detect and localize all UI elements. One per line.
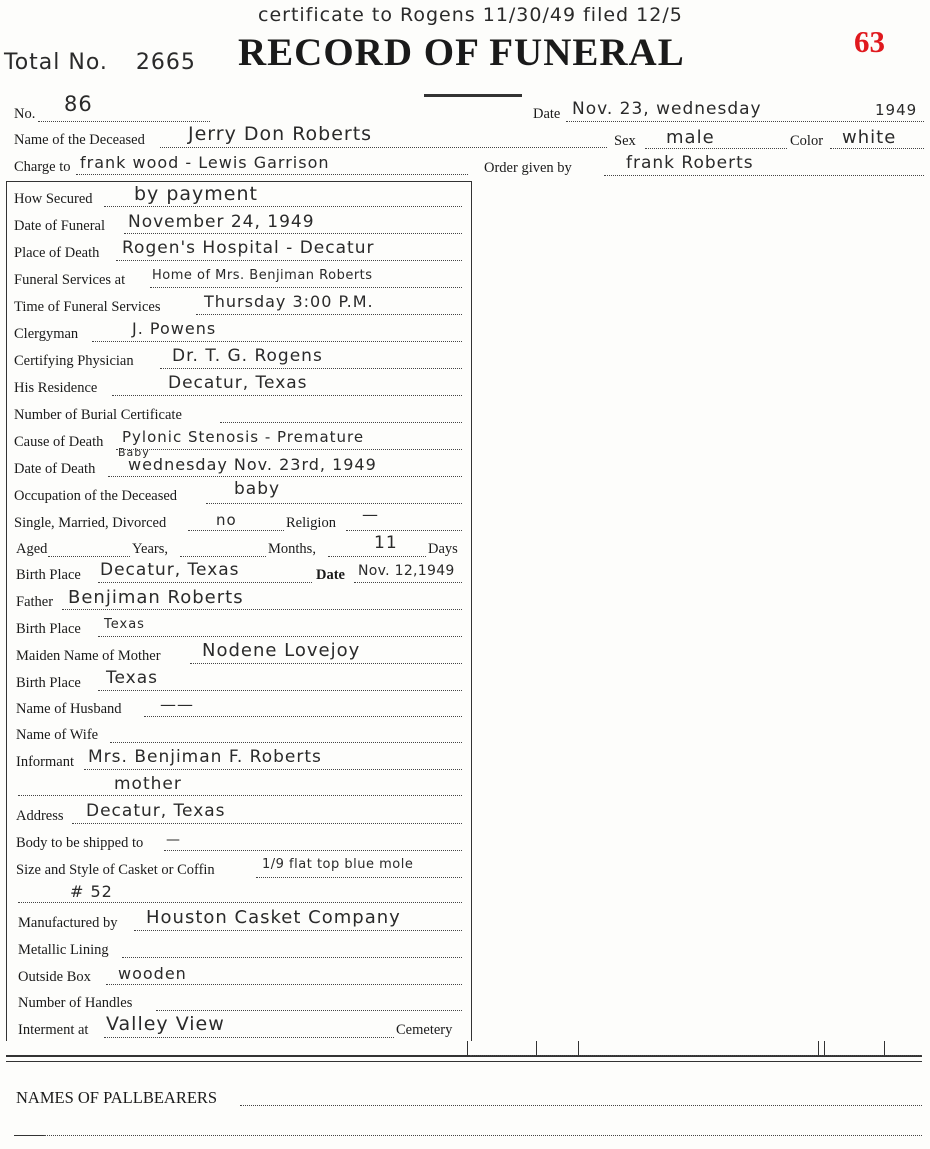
months-line <box>328 556 426 557</box>
clergyman-value: J. Powens <box>132 319 217 338</box>
ledger-line <box>470 1055 922 1056</box>
casket-value-2: # 52 <box>70 882 113 901</box>
years-line <box>180 556 266 557</box>
mother-line <box>190 663 462 664</box>
interment-value: Valley View <box>106 1013 225 1035</box>
lining-label: Metallic Lining <box>18 942 109 958</box>
days-label: Days <box>428 541 458 557</box>
father-birth-value: Texas <box>104 617 145 632</box>
clergyman-label: Clergyman <box>14 326 79 342</box>
date-value: Nov. 23, wednesday <box>572 99 762 119</box>
mother-birth-value: Texas <box>106 668 158 688</box>
charge-line <box>76 174 468 175</box>
aged-line <box>48 556 130 557</box>
father-birth-line <box>98 636 462 637</box>
charge-label: Charge to <box>14 159 71 175</box>
ledger-tick-6 <box>884 1041 885 1055</box>
bottom-rule-2 <box>6 1061 922 1062</box>
informant-line-2 <box>18 795 462 796</box>
days-value: 11 <box>374 533 398 553</box>
pallbearers-line <box>240 1105 922 1106</box>
cause-note: Baby <box>118 446 150 459</box>
title-underline <box>424 94 522 97</box>
mother-birth-label: Birth Place <box>16 675 81 691</box>
no-label: No. <box>14 106 36 122</box>
date-funeral-line <box>124 233 462 234</box>
occupation-label: Occupation of the Deceased <box>14 488 178 504</box>
residence-value: Decatur, Texas <box>168 373 308 393</box>
cause-value: Pylonic Stenosis - Premature <box>122 428 365 446</box>
no-line <box>38 121 210 122</box>
sex-label: Sex <box>614 133 636 149</box>
physician-line <box>160 368 462 369</box>
color-label: Color <box>790 133 824 149</box>
birth-place-line <box>98 582 312 583</box>
time-services-line <box>196 314 462 315</box>
informant-value: Mrs. Benjiman F. Roberts <box>88 747 322 767</box>
sex-line <box>645 148 787 149</box>
outside-box-label: Outside Box <box>18 969 91 985</box>
mother-birth-line <box>98 690 462 691</box>
outside-box-value: wooden <box>118 964 187 983</box>
total-value: 2665 <box>135 50 196 75</box>
manufacturer-label: Manufactured by <box>18 915 118 931</box>
casket-value: 1/9 flat top blue mole <box>262 857 414 872</box>
year-value: 1949 <box>875 101 918 119</box>
cause-label: Cause of Death <box>14 434 104 450</box>
cause-line <box>116 449 462 450</box>
husband-value: —— <box>160 695 194 714</box>
marital-label: Single, Married, Divorced <box>14 515 167 531</box>
total-number <box>4 50 196 75</box>
physician-label: Certifying Physician <box>14 353 134 369</box>
marital-line <box>188 530 284 531</box>
deceased-line <box>160 147 607 148</box>
outside-box-line <box>106 984 462 985</box>
religion-line <box>346 530 462 531</box>
interment-label: Interment at <box>18 1022 89 1038</box>
occupation-value: baby <box>234 479 281 499</box>
handles-line <box>156 1010 462 1011</box>
father-line <box>62 609 462 610</box>
sex-value: male <box>666 127 715 148</box>
mother-label: Maiden Name of Mother <box>16 648 161 664</box>
date-line <box>566 121 924 122</box>
date-death-value: wednesday Nov. 23rd, 1949 <box>128 455 377 474</box>
certificate-note: certificate to Rogens 11/30/49 filed 12/5 <box>258 4 683 26</box>
aged-label: Aged <box>16 541 48 557</box>
date-born-value: Nov. 12,1949 <box>358 563 455 579</box>
box-right-border <box>471 181 472 1041</box>
casket-line <box>256 877 462 878</box>
father-value: Benjiman Roberts <box>68 587 244 608</box>
informant-label: Informant <box>16 754 74 770</box>
marital-value: no <box>216 511 237 529</box>
religion-label: Religion <box>286 515 336 531</box>
burial-cert-line <box>220 422 462 423</box>
date-death-line <box>108 476 462 477</box>
informant-line <box>84 769 462 770</box>
address-label: Address <box>16 808 64 824</box>
father-label: Father <box>16 594 54 610</box>
cemetery-label: Cemetery <box>396 1022 453 1038</box>
page-number: 63 <box>854 24 885 59</box>
ledger-tick-4 <box>818 1041 819 1055</box>
services-at-line <box>150 287 462 288</box>
casket-line-2 <box>18 902 462 903</box>
manufacturer-value: Houston Casket Company <box>146 907 401 928</box>
shipped-line <box>164 850 462 851</box>
wife-line <box>110 742 462 743</box>
box-left-border <box>6 181 7 1041</box>
date-label: Date <box>533 106 561 122</box>
date-born-label: Date <box>316 567 345 583</box>
residence-line <box>112 395 462 396</box>
total-label: Total No. <box>4 50 108 75</box>
record-number: 86 <box>64 92 93 116</box>
father-birth-label: Birth Place <box>16 621 81 637</box>
residence-label: His Residence <box>14 380 98 396</box>
services-at-label: Funeral Services at <box>14 272 126 288</box>
months-label: Months, <box>268 541 316 557</box>
pallbearers-line-2 <box>44 1135 922 1136</box>
ledger-tick-3 <box>578 1041 579 1055</box>
occupation-line <box>206 503 462 504</box>
place-death-line <box>116 260 462 261</box>
husband-label: Name of Husband <box>16 701 122 717</box>
address-line <box>72 823 462 824</box>
informant-value-2: mother <box>114 774 182 794</box>
shipped-value: — <box>166 832 181 848</box>
how-secured-value: by payment <box>134 183 258 205</box>
color-value: white <box>842 127 897 148</box>
physician-value: Dr. T. G. Rogens <box>172 346 323 366</box>
date-born-line <box>354 582 462 583</box>
deceased-name: Jerry Don Roberts <box>188 123 373 145</box>
order-line <box>604 175 924 176</box>
date-funeral-label: Date of Funeral <box>14 218 105 234</box>
ledger-tick-5 <box>824 1041 825 1055</box>
place-death-label: Place of Death <box>14 245 100 261</box>
religion-value: — <box>362 505 379 524</box>
address-value: Decatur, Texas <box>86 801 226 821</box>
shipped-label: Body to be shipped to <box>16 835 144 851</box>
how-secured-label: How Secured <box>14 191 93 207</box>
order-value: frank Roberts <box>626 153 754 173</box>
pallbearers-label: NAMES OF PALLBEARERS <box>16 1088 218 1107</box>
deceased-label: Name of the Deceased <box>14 132 145 148</box>
date-funeral-value: November 24, 1949 <box>128 212 315 232</box>
time-services-value: Thursday 3:00 P.M. <box>204 292 374 311</box>
interment-line <box>104 1037 394 1038</box>
burial-cert-label: Number of Burial Certificate <box>14 407 182 423</box>
manufacturer-line <box>134 930 462 931</box>
place-death-value: Rogen's Hospital - Decatur <box>122 238 375 258</box>
how-secured-line <box>104 206 462 207</box>
clergyman-line <box>92 341 462 342</box>
ledger-tick-1 <box>467 1041 468 1055</box>
years-label: Years, <box>132 541 168 557</box>
birth-place-label: Birth Place <box>16 567 81 583</box>
date-death-label: Date of Death <box>14 461 96 477</box>
handles-label: Number of Handles <box>18 995 133 1011</box>
husband-line <box>144 716 462 717</box>
order-label: Order given by <box>484 160 572 176</box>
pallbearers-line-2-start <box>14 1135 44 1136</box>
charge-value: frank wood - Lewis Garrison <box>80 153 330 172</box>
birth-place-value: Decatur, Texas <box>100 560 240 580</box>
time-services-label: Time of Funeral Services <box>14 299 161 315</box>
page-title: RECORD OF FUNERAL <box>238 31 685 74</box>
ledger-tick-2 <box>536 1041 537 1055</box>
box-top-border <box>6 181 472 182</box>
services-at-value: Home of Mrs. Benjiman Roberts <box>152 268 373 283</box>
wife-label: Name of Wife <box>16 727 99 743</box>
casket-label: Size and Style of Casket or Coffin <box>16 862 215 878</box>
lining-line <box>122 957 462 958</box>
mother-value: Nodene Lovejoy <box>202 640 361 661</box>
color-line <box>830 148 924 149</box>
